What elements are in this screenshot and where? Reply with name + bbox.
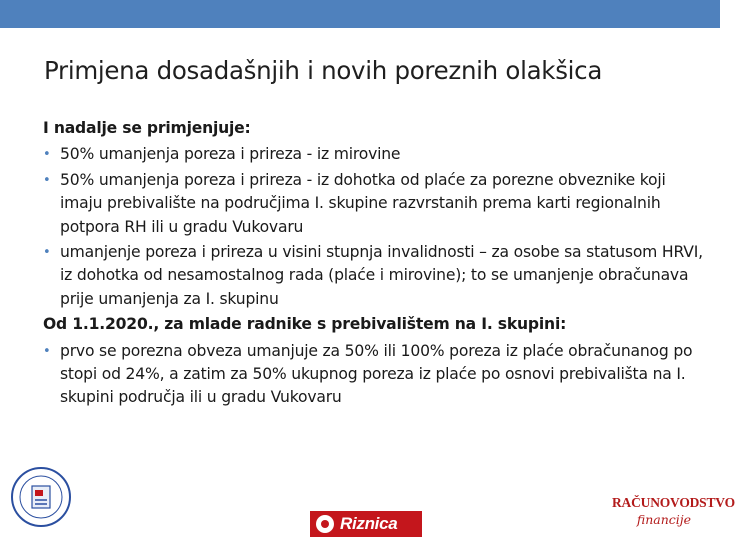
bullet-item (43, 143, 708, 166)
bullet-item (43, 241, 708, 311)
bullet-icon: • (43, 172, 51, 188)
association-seal-logo (10, 462, 72, 532)
riznica-logo (310, 511, 422, 537)
top-bar (0, 0, 720, 28)
racunovodstvo-logo (612, 494, 735, 538)
bullet-text: 50% umanjenja poreza i prireza - iz mirovine (60, 145, 401, 164)
heading-continued-benefits: I nadalje se primjenjuje: (43, 119, 251, 137)
riznica-emblem-icon (316, 515, 334, 533)
bullet-item (43, 340, 708, 410)
bullet-icon: • (43, 147, 51, 163)
bullet-text: 50% umanjenja poreza i prireza - iz dohotka od plaće za porezne obveznike koji imaju prebivalište na područjima I. skupine razvrstanih prema karti regionalnih potpora RH ili u gradu Vukovaru (60, 170, 666, 236)
slide-content (43, 117, 708, 412)
racunovodstvo-logo-title: RAČUNOVODSTVO (612, 495, 735, 510)
slide-title: Primjena dosadašnjih i novih poreznih olakšica (44, 56, 603, 85)
bullet-icon: • (43, 245, 51, 261)
riznica-logo-text: Riznica (340, 514, 398, 533)
racunovodstvo-logo-subtitle: financije (636, 512, 692, 527)
heading-young-workers: Od 1.1.2020., za mlade radnike s prebivalištem na I. skupini: (43, 315, 567, 334)
bullet-icon: • (43, 343, 51, 359)
bullet-text: umanjenje poreza i prireza u visini stupnja invalidnosti – za osobe sa statusom HRVI, iz dohotka od nesamostalnog rada (plaće i mirovine); to se umanjenje obračunava prije umanjenja za I. skupinu (60, 243, 703, 308)
seal-icon (10, 462, 72, 532)
bullet-item (43, 169, 708, 239)
bullet-text: prvo se porezna obveza umanjuje za 50% ili 100% poreza iz plaće obračunanog po stopi od 24%, a zatim za 50% ukupnog poreza iz plaće po osnovi prebivališta na I. skupini područja ili u gradu Vukovaru (60, 341, 693, 407)
